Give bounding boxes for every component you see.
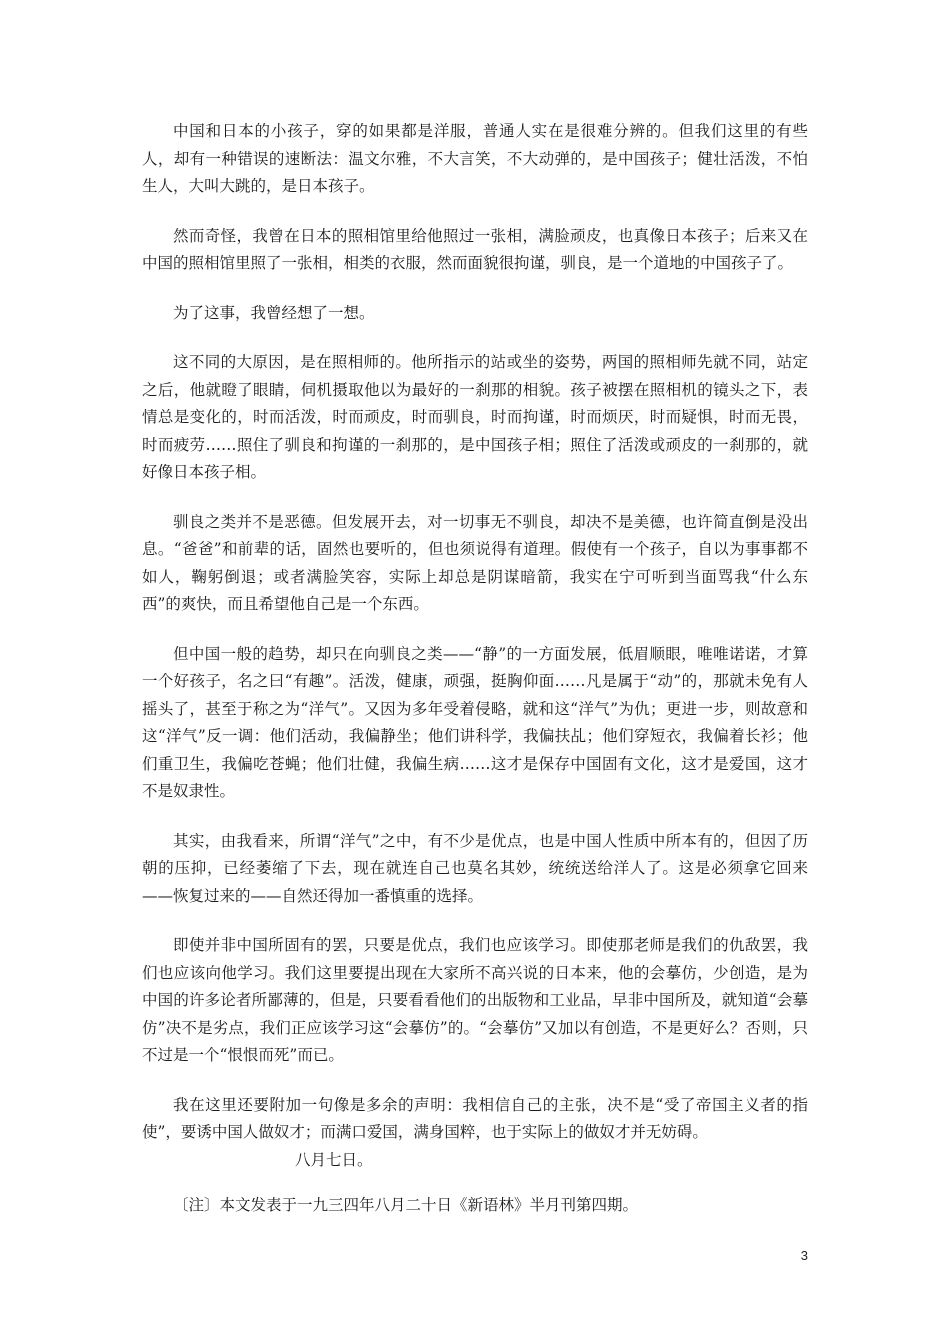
paragraph-4: 这不同的大原因，是在照相师的。他所指示的站或坐的姿势，两国的照相师先就不同，站定之后，他就瞪了眼睛，伺机摄取他以为最好的一刹那的相貌。孩子被摆在照相机的镜头之下，表情总是变化的，时而活泼，时而顽皮，时而驯良，时而拘谨，时而烦厌，时而疑惧，时而无畏，时而疲劳……照住了驯良和拘谨的一刹那的，是中国孩子相；照住了活泼或顽皮的一刹那的，就好像日本孩子相。 <box>142 353 808 481</box>
paragraph-9: 我在这里还要附加一句像是多余的声明：我相信自己的主张，决不是“受了帝国主义者的指使”，要诱中国人做奴才；而满口爱国，满身国粹，也于实际上的做奴才并无妨碍。 <box>142 1095 808 1141</box>
paragraph-7: 其实，由我看来，所谓“洋气”之中，有不少是优点，也是中国人性质中所本有的，但因了历朝的压抑，已经萎缩了下去，现在就连自己也莫名其妙，统统送给洋人了。这是必须拿它回来——恢复过来的——自然还得加一番慎重的选择。 <box>142 831 808 905</box>
paragraph-6: 但中国一般的趋势，却只在向驯良之类——“静”的一方面发展，低眉顺眼，唯唯诺诺，才算一个好孩子，名之曰“有趣”。活泼，健康，顽强，挺胸仰面……凡是属于“动”的，那就未免有人摇头了，甚至于称之为“洋气”。又因为多年受着侵略，就和这“洋气”为仇；更进一步，则故意和这“洋气”反一调：他们活动，我偏静坐；他们讲科学，我偏扶乩；他们穿短衣，我偏着长衫；他们重卫生，我偏吃苍蝇；他们壮健，我偏生病……这才是保存中国固有文化，这才是爱国，这才不是奴隶性。 <box>142 644 808 800</box>
paragraph-2: 然而奇怪，我曾在日本的照相馆里给他照过一张相，满脸顽皮，也真像日本孩子；后来又在中国的照相馆里照了一张相，相类的衣服，然而面貌很拘谨，驯良，是一个道地的中国孩子了。 <box>142 226 808 272</box>
paragraph-3: 为了这事，我曾经想了一想。 <box>173 303 375 322</box>
article-body <box>142 118 808 1220</box>
paragraph-5: 驯良之类并不是恶德。但发展开去，对一切事无不驯良，却决不是美德，也许简直倒是没出息。“爸爸”和前辈的话，固然也要听的，但也须说得有道理。假使有一个孩子，自以为事事都不如人，鞠躬倒退；或者满脸笑容，实际上却总是阴谋暗箭，我实在宁可听到当面骂我“什么东西”的爽快，而且希望他自己是一个东西。 <box>142 512 808 613</box>
paragraph-1: 中国和日本的小孩子，穿的如果都是洋服，普通人实在是很难分辨的。但我们这里的有些人，却有一种错误的速断法：温文尔雅，不大言笑，不大动弹的，是中国孩子；健壮活泼，不怕生人，大叫大跳的，是日本孩子。 <box>142 122 808 195</box>
footnote: 〔注〕本文发表于一九三四年八月二十日《新语林》半月刊第四期。 <box>173 1196 639 1214</box>
date-line: 八月七日。 <box>295 1150 373 1169</box>
paragraph-8: 即使并非中国所固有的罢，只要是优点，我们也应该学习。即使那老师是我们的仇敌罢，我们也应该向他学习。我们这里要提出现在大家所不高兴说的日本来，他的会摹仿，少创造，是为中国的许多论者所鄙薄的，但是，只要看看他们的出版物和工业品，早非中国所及，就知道“会摹仿”决不是劣点，我们正应该学习这“会摹仿”的。“会摹仿”又加以有创造，不是更好么？否则，只不过是一个“恨恨而死”而已。 <box>142 936 808 1064</box>
page-number: 3 <box>800 1248 808 1263</box>
